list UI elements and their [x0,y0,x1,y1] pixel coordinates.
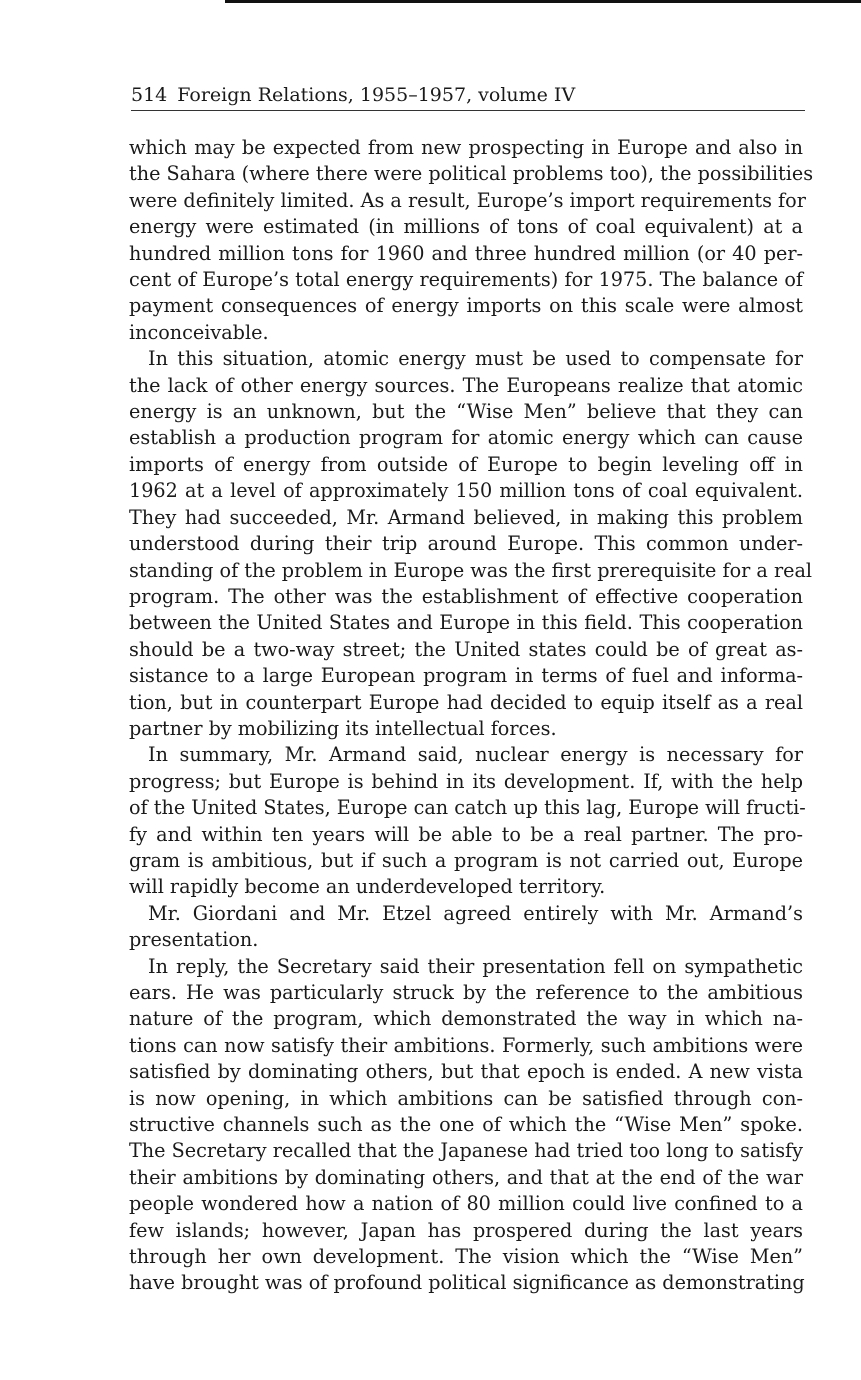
body-text [129,135,814,1297]
text-line: progress; but Europe is behind in its development. If, with the help [129,769,803,793]
text-line: 1962 at a level of approximately 150 million tons of coal equivalent. [129,479,803,503]
text-line: which may be expected from new prospecting in Europe and also in [129,136,803,159]
text-line: payment consequences of energy imports on this scale were almost [129,294,803,318]
text-line: have brought was of profound political significance as demonstrating [129,1271,805,1295]
text-line: energy is an unknown, but the “Wise Men” believe that they can [129,400,803,424]
text-line: establish a production program for atomic energy which can cause [129,426,803,450]
paragraph [129,954,803,1297]
text-line: Mr. Giordani and Mr. Etzel agreed entirely with Mr. Armand’s [148,901,803,925]
text-line: standing of the problem in Europe was the first prerequisite for a real [129,558,813,582]
text-line: nature of the program, which demonstrated the way in which na- [129,1007,803,1031]
text-line: hundred million tons for 1960 and three hundred million (or 40 per- [129,241,803,265]
text-line: tions can now satisfy their ambitions. Formerly, such ambitions were [129,1033,803,1057]
text-line: tion, but in counterpart Europe had decided to equip itself as a real [129,690,803,714]
text-line: of the United States, Europe can catch up this lag, Europe will fructi- [129,796,806,820]
running-header [131,80,805,111]
page-number: 514 [131,84,168,106]
text-line: through her own development. The vision which the “Wise Men” [129,1245,803,1269]
paragraph [129,135,814,346]
text-line: In this situation, atomic energy must be used to compensate for [148,347,803,371]
text-line: few islands; however, Japan has prospered during the last years [129,1218,803,1242]
text-line: understood during their trip around Europe. This common under- [129,532,803,556]
text-line: were definitely limited. As a result, Europe’s import requirements for [129,188,806,212]
text-line: energy were estimated (in millions of tons of coal equivalent) at a [129,215,803,239]
text-line: gram is ambitious, but if such a program is not carried out, Europe [129,848,803,872]
text-line: the Sahara (where there were political problems too), the possibilities [129,162,814,186]
text-line: ears. He was particularly struck by the reference to the ambitious [129,981,803,1004]
text-line: In reply, the Secretary said their presentation fell on sympathetic [148,954,803,978]
text-line: fy and within ten years will be able to be a real partner. The pro- [129,822,803,846]
text-line: their ambitions by dominating others, and that at the end of the war [129,1165,803,1189]
text-line: inconceivable. [129,320,269,344]
text-line: between the United States and Europe in this field. This cooperation [129,611,803,635]
text-line: should be a two-way street; the United states could be of great as- [129,637,803,661]
paragraph [129,742,806,900]
text-line: sistance to a large European program in terms of fuel and informa- [129,664,803,688]
text-line: In summary, Mr. Armand said, nuclear energy is necessary for [148,743,803,767]
text-line: imports of energy from outside of Europe to begin leveling off in [129,452,803,476]
text-line: program. The other was the establishment of effective cooperation [129,584,803,608]
text-line: partner by mobilizing its intellectual forces. [129,716,557,740]
text-line: They had succeeded, Mr. Armand believed, in making this problem [129,505,803,529]
text-line: is now opening, in which ambitions can be satisfied through con- [129,1086,803,1110]
scan-top-edge [225,0,861,3]
text-line: people wondered how a nation of 80 million could live confined to a [129,1192,803,1216]
text-line: The Secretary recalled that the Japanese had tried too long to satisfy [129,1139,803,1163]
text-line: cent of Europe’s total energy requirements) for 1975. The balance of [129,268,803,292]
volume-title: Foreign Relations, 1955–1957, volume IV [177,84,576,106]
text-line: structive channels such as the one of which the “Wise Men” spoke. [129,1113,803,1137]
paragraph [129,901,803,954]
text-line: satisfied by dominating others, but that epoch is ended. A new vista [129,1060,803,1084]
paragraph [129,346,813,742]
text-line: will rapidly become an underdeveloped territory. [129,875,606,899]
text-line: presentation. [129,928,259,952]
text-line: the lack of other energy sources. The Europeans realize that atomic [129,373,803,397]
